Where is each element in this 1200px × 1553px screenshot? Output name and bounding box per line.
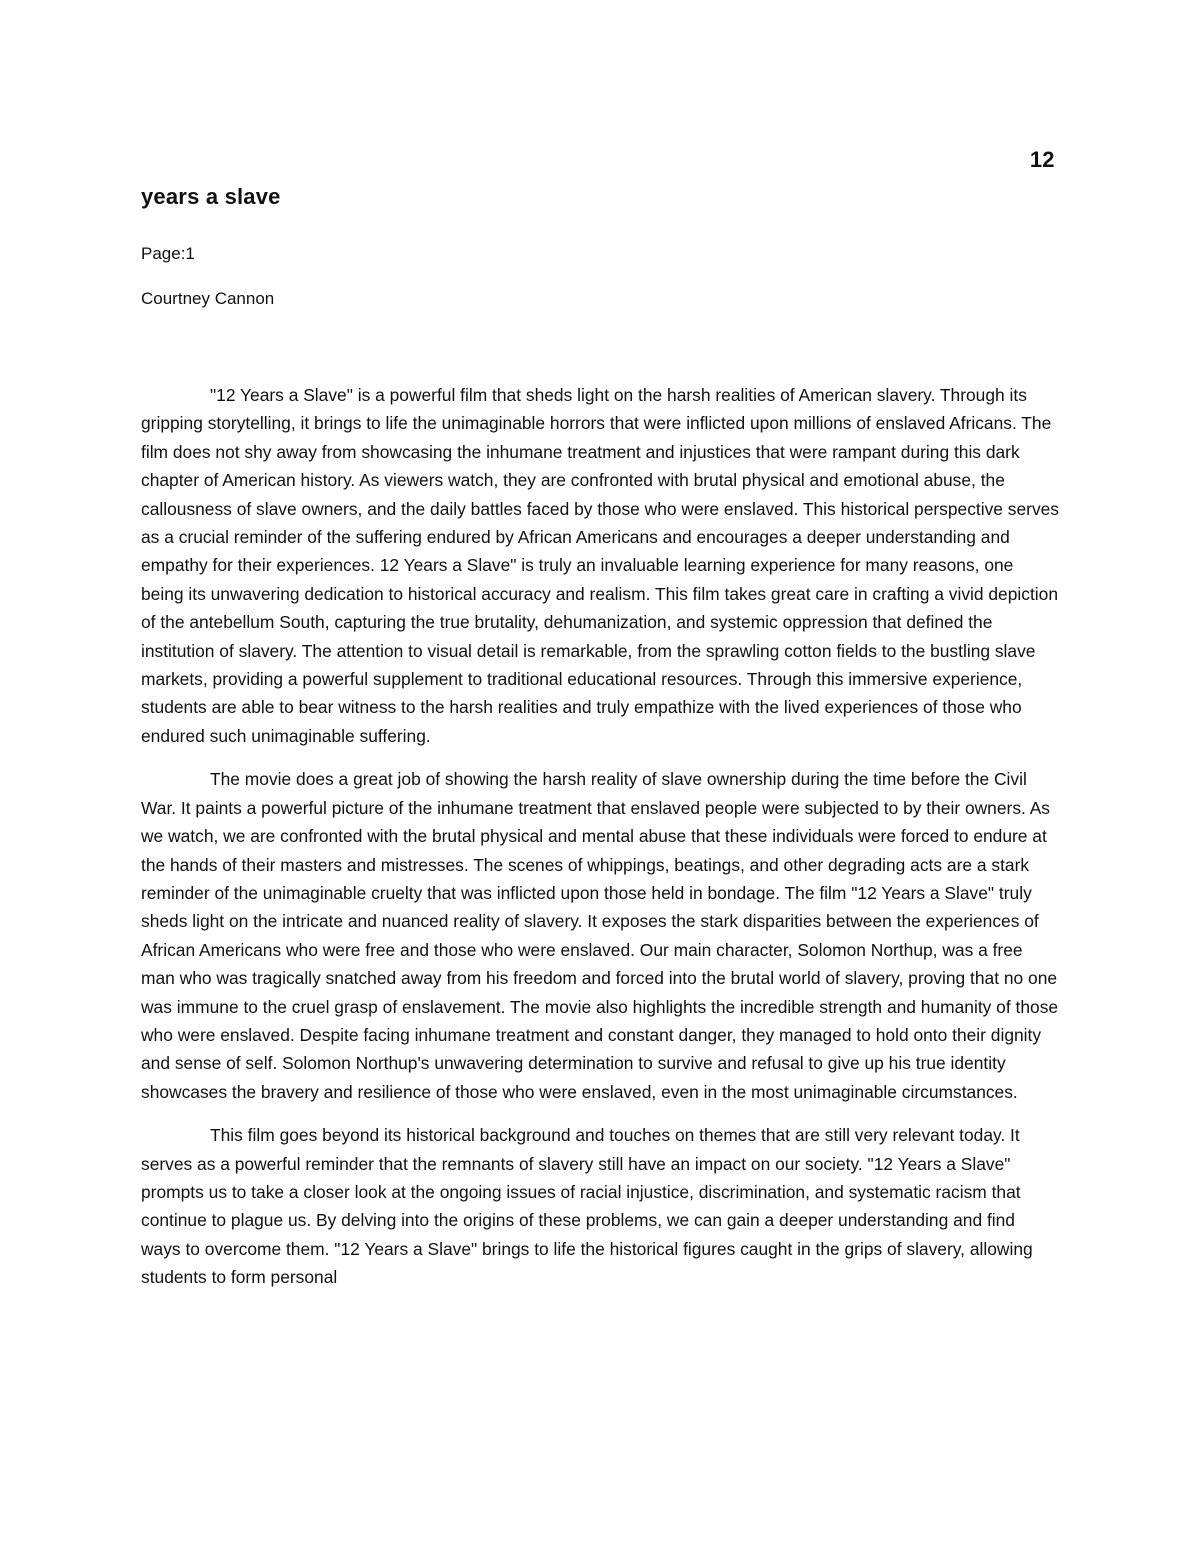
author-name: Courtney Cannon xyxy=(141,289,275,308)
paragraph-2: The movie does a great job of showing the harsh reality of slave ownership during the time before the Civil War. It paints a powerful picture of the inhumane treatment that enslaved people were subjected to by their owners. As we watch, we are confronted with the brutal physical and mental abuse that these individuals were forced to endure at the hands of their masters and mistresses. The scenes of whippings, beatings, and other degrading acts are a stark reminder of the unimaginable cruelty that was inflicted upon those held in bondage. The film "12 Years a Slave" truly sheds light on the intricate and nuanced reality of slavery. It exposes the stark disparities between the experiences of African Americans who were free and those who were enslaved. Our main character, Solomon Northup, was a free man who was tragically snatched away from his freedom and forced into the brutal world of slavery, proving that no one was immune to the cruel grasp of enslavement. The movie also highlights the incredible strength and humanity of those who were enslaved. Despite facing inhumane treatment and constant danger, they managed to hold onto their dignity and sense of self. Solomon Northup's unwavering determination to survive and refusal to give up his true identity showcases the bravery and resilience of those who were enslaved, even in the most unimaginable circumstances. xyxy=(141,769,1059,1102)
paragraph-1: "12 Years a Slave" is a powerful film that sheds light on the harsh realities of American slavery. Through its gripping storytelling, it brings to life the unimaginable horrors that were inflicted upon millions of enslaved Africans. The film does not shy away from showcasing the inhumane treatment and injustices that were rampant during this dark chapter of American history. As viewers watch, they are confronted with brutal physical and emotional abuse, the callousness of slave owners, and the daily battles faced by those who were enslaved. This historical perspective serves as a crucial reminder of the suffering endured by African Americans and encourages a deeper understanding and empathy for their experiences. 12 Years a Slave" is truly an invaluable learning experience for many reasons, one being its unwavering dedication to historical accuracy and realism. This film takes great care in crafting a vivid depiction of the antebellum South, capturing the true brutality, dehumanization, and systemic oppression that defined the institution of slavery. The attention to visual detail is remarkable, from the sprawling cotton fields to the bustling slave markets, providing a powerful supplement to traditional educational resources. Through this immersive experience, students are able to bear witness to the harsh realities and truly empathize with the lived experiences of those who endured such unimaginable suffering. xyxy=(141,385,1060,746)
title-words: years a slave xyxy=(141,184,281,209)
paragraph-3: This film goes beyond its historical background and touches on themes that are still very relevant today. It serves as a powerful reminder that the remnants of slavery still have an impact on our society. "12 Years a Slave" prompts us to take a closer look at the ongoing issues of racial injustice, discrimination, and systematic racism that continue to plague us. By delving into the origins of these problems, we can gain a deeper understanding and find ways to overcome them. "12 Years a Slave" brings to life the historical figures caught in the grips of slavery, allowing students to form personal xyxy=(141,1125,1033,1288)
title-number: 12 xyxy=(1029,147,1061,172)
essay-body xyxy=(141,381,1059,1307)
page-label: Page:1 xyxy=(141,244,195,263)
